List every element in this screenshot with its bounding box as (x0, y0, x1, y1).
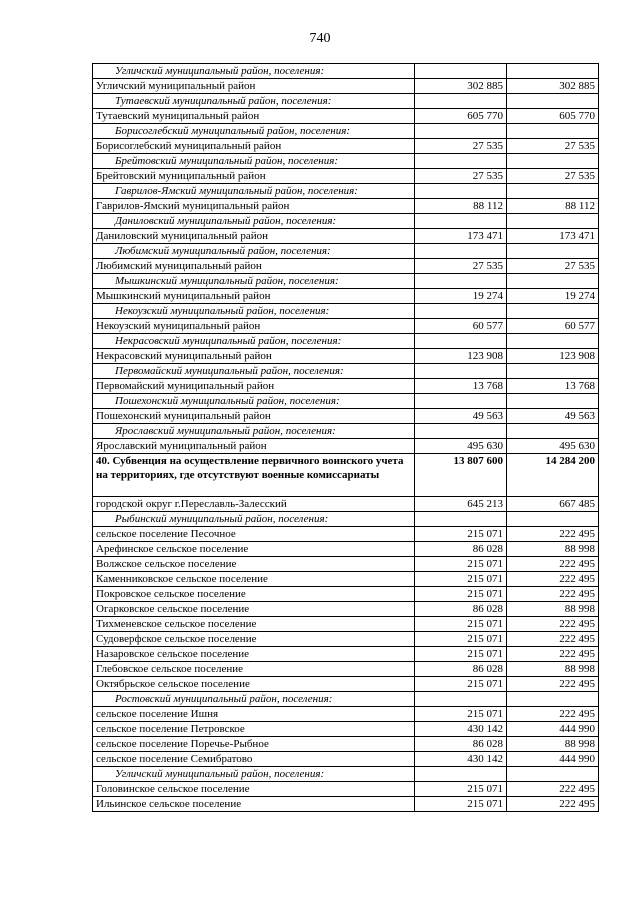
value-year-1 (415, 424, 507, 439)
value-year-2: 88 112 (507, 199, 599, 214)
row-name: Глебовское сельское поселение (93, 662, 415, 677)
value-year-1: 430 142 (415, 752, 507, 767)
table-row (93, 79, 599, 94)
section-header-row (93, 394, 599, 409)
row-name: Мышкинский муниципальный район (93, 289, 415, 304)
row-name: Некоузский муниципальный район (93, 319, 415, 334)
table-row (93, 497, 599, 512)
section-header-label: Некрасовский муниципальный район, поселения: (93, 334, 415, 349)
row-name: городской округ г.Переславль-Залесский (93, 497, 415, 512)
value-year-1 (415, 394, 507, 409)
section-header-row (93, 304, 599, 319)
table-row (93, 542, 599, 557)
value-year-1: 302 885 (415, 79, 507, 94)
row-name: Тихменевское сельское поселение (93, 617, 415, 632)
table-row (93, 439, 599, 454)
row-name: сельское поселение Семибратово (93, 752, 415, 767)
section-header-label: Некоузский муниципальный район, поселения: (93, 304, 415, 319)
row-name: Первомайский муниципальный район (93, 379, 415, 394)
table-row (93, 557, 599, 572)
section-header-label: Тутаевский муниципальный район, поселения: (93, 94, 415, 109)
table-row (93, 259, 599, 274)
value-year-1: 215 071 (415, 557, 507, 572)
section-header-label: Ростовский муниципальный район, поселения: (93, 692, 415, 707)
row-name: Брейтовский муниципальный район (93, 169, 415, 184)
value-year-2: 14 284 200 (507, 454, 599, 497)
value-year-2 (507, 767, 599, 782)
value-year-1: 605 770 (415, 109, 507, 124)
section-header-row (93, 64, 599, 79)
value-year-2 (507, 64, 599, 79)
section-header-row (93, 94, 599, 109)
value-year-1 (415, 364, 507, 379)
row-name: сельское поселение Поречье-Рыбное (93, 737, 415, 752)
budget-table (92, 63, 599, 812)
value-year-1: 13 768 (415, 379, 507, 394)
table-row (93, 662, 599, 677)
value-year-1: 215 071 (415, 782, 507, 797)
value-year-1 (415, 244, 507, 259)
value-year-2: 222 495 (507, 557, 599, 572)
value-year-1 (415, 767, 507, 782)
row-name: Арефинское сельское поселение (93, 542, 415, 557)
row-name: Ярославский муниципальный район (93, 439, 415, 454)
value-year-1: 215 071 (415, 617, 507, 632)
row-name: Гаврилов-Ямский муниципальный район (93, 199, 415, 214)
table-row (93, 737, 599, 752)
section-header-row (93, 124, 599, 139)
row-name: Даниловский муниципальный район (93, 229, 415, 244)
value-year-2: 60 577 (507, 319, 599, 334)
value-year-1: 88 112 (415, 199, 507, 214)
value-year-1 (415, 124, 507, 139)
value-year-2: 123 908 (507, 349, 599, 364)
row-name: Каменниковское сельское поселение (93, 572, 415, 587)
section-header-row (93, 244, 599, 259)
section-header-row (93, 154, 599, 169)
table-body (93, 64, 599, 812)
value-year-1: 27 535 (415, 169, 507, 184)
section-header-label: Борисоглебский муниципальный район, поселения: (93, 124, 415, 139)
value-year-2 (507, 304, 599, 319)
value-year-1 (415, 214, 507, 229)
value-year-2 (507, 154, 599, 169)
value-year-2: 302 885 (507, 79, 599, 94)
value-year-1: 645 213 (415, 497, 507, 512)
row-name: Любимский муниципальный район (93, 259, 415, 274)
value-year-2: 222 495 (507, 617, 599, 632)
row-name: Судоверфское сельское поселение (93, 632, 415, 647)
value-year-1 (415, 64, 507, 79)
value-year-2: 19 274 (507, 289, 599, 304)
value-year-2: 222 495 (507, 707, 599, 722)
value-year-2: 222 495 (507, 782, 599, 797)
table-row (93, 169, 599, 184)
table-row (93, 587, 599, 602)
value-year-1: 215 071 (415, 797, 507, 812)
table-row (93, 617, 599, 632)
value-year-1 (415, 274, 507, 289)
section-header-label: Даниловский муниципальный район, поселения: (93, 214, 415, 229)
value-year-1: 86 028 (415, 542, 507, 557)
row-name: Головинское сельское поселение (93, 782, 415, 797)
table-row (93, 319, 599, 334)
section-header-row (93, 767, 599, 782)
value-year-2: 27 535 (507, 259, 599, 274)
value-year-2: 27 535 (507, 139, 599, 154)
section-header-row (93, 424, 599, 439)
section-header-row (93, 334, 599, 349)
value-year-1 (415, 184, 507, 199)
value-year-2: 222 495 (507, 647, 599, 662)
value-year-2: 222 495 (507, 677, 599, 692)
value-year-2 (507, 394, 599, 409)
value-year-2: 173 471 (507, 229, 599, 244)
row-name: Огарковское сельское поселение (93, 602, 415, 617)
section-header-label: Пошехонский муниципальный район, поселения: (93, 394, 415, 409)
table-row (93, 572, 599, 587)
table-row (93, 454, 599, 497)
value-year-2: 444 990 (507, 722, 599, 737)
table-row (93, 677, 599, 692)
value-year-2: 222 495 (507, 572, 599, 587)
value-year-2: 88 998 (507, 737, 599, 752)
value-year-1: 13 807 600 (415, 454, 507, 497)
table-row (93, 707, 599, 722)
section-header-label: Ярославский муниципальный район, поселения: (93, 424, 415, 439)
value-year-1: 60 577 (415, 319, 507, 334)
row-name: Октябрьское сельское поселение (93, 677, 415, 692)
value-year-2 (507, 184, 599, 199)
value-year-2: 222 495 (507, 587, 599, 602)
value-year-1 (415, 304, 507, 319)
section-header-row (93, 692, 599, 707)
value-year-1: 215 071 (415, 677, 507, 692)
row-name: Назаровское сельское поселение (93, 647, 415, 662)
value-year-2 (507, 692, 599, 707)
section-header-label: Угличский муниципальный район, поселения: (93, 64, 415, 79)
table-row (93, 797, 599, 812)
value-year-1: 86 028 (415, 662, 507, 677)
row-name: Некрасовский муниципальный район (93, 349, 415, 364)
value-year-1: 215 071 (415, 707, 507, 722)
value-year-2: 222 495 (507, 797, 599, 812)
table-row (93, 722, 599, 737)
value-year-2: 605 770 (507, 109, 599, 124)
value-year-2 (507, 94, 599, 109)
table-row (93, 782, 599, 797)
value-year-2 (507, 334, 599, 349)
value-year-1: 495 630 (415, 439, 507, 454)
section-header-label: Рыбинский муниципальный район, поселения: (93, 512, 415, 527)
value-year-2 (507, 124, 599, 139)
section-header-label: Мышкинский муниципальный район, поселения: (93, 274, 415, 289)
value-year-1: 215 071 (415, 632, 507, 647)
row-name: Тутаевский муниципальный район (93, 109, 415, 124)
row-name: сельское поселение Ишня (93, 707, 415, 722)
value-year-1: 86 028 (415, 737, 507, 752)
value-year-2: 13 768 (507, 379, 599, 394)
value-year-1: 27 535 (415, 259, 507, 274)
table-row (93, 752, 599, 767)
row-name: Ильинское сельское поселение (93, 797, 415, 812)
row-name: Угличский муниципальный район (93, 79, 415, 94)
value-year-2: 27 535 (507, 169, 599, 184)
row-name: Волжское сельское поселение (93, 557, 415, 572)
value-year-2 (507, 274, 599, 289)
table-row (93, 632, 599, 647)
value-year-1: 49 563 (415, 409, 507, 424)
value-year-2 (507, 214, 599, 229)
table-row (93, 199, 599, 214)
value-year-1: 215 071 (415, 647, 507, 662)
section-header-row (93, 364, 599, 379)
table-row (93, 409, 599, 424)
value-year-1: 123 908 (415, 349, 507, 364)
row-name: Покровское сельское поселение (93, 587, 415, 602)
section-header-label: Брейтовский муниципальный район, поселения: (93, 154, 415, 169)
value-year-2: 222 495 (507, 527, 599, 542)
table-row (93, 139, 599, 154)
table-row (93, 349, 599, 364)
value-year-1: 27 535 (415, 139, 507, 154)
value-year-1 (415, 94, 507, 109)
table-row (93, 229, 599, 244)
value-year-2: 88 998 (507, 662, 599, 677)
section-header-row (93, 274, 599, 289)
row-name: Пошехонский муниципальный район (93, 409, 415, 424)
section-header-row (93, 184, 599, 199)
value-year-1: 215 071 (415, 587, 507, 602)
value-year-1 (415, 334, 507, 349)
table-row (93, 527, 599, 542)
value-year-2: 88 998 (507, 602, 599, 617)
page-number: 740 (309, 31, 331, 46)
table-row (93, 602, 599, 617)
row-name: Борисоглебский муниципальный район (93, 139, 415, 154)
row-name: сельское поселение Петровское (93, 722, 415, 737)
value-year-2 (507, 364, 599, 379)
table-row (93, 109, 599, 124)
value-year-1: 86 028 (415, 602, 507, 617)
table-row (93, 647, 599, 662)
value-year-2: 49 563 (507, 409, 599, 424)
value-year-1: 215 071 (415, 527, 507, 542)
value-year-2: 88 998 (507, 542, 599, 557)
row-name: 40. Субвенция на осуществление первичного воинского учета на территориях, где отсутствуют военные комиссариаты (93, 454, 415, 497)
value-year-1: 19 274 (415, 289, 507, 304)
section-header-label: Гаврилов-Ямский муниципальный район, поселения: (93, 184, 415, 199)
value-year-1 (415, 154, 507, 169)
value-year-1: 215 071 (415, 572, 507, 587)
value-year-2 (507, 512, 599, 527)
row-name: сельское поселение Песочное (93, 527, 415, 542)
section-header-label: Первомайский муниципальный район, поселения: (93, 364, 415, 379)
table-row (93, 289, 599, 304)
value-year-1: 173 471 (415, 229, 507, 244)
value-year-1: 430 142 (415, 722, 507, 737)
value-year-2: 222 495 (507, 632, 599, 647)
section-header-label: Угличский муниципальный район, поселения: (93, 767, 415, 782)
value-year-2: 444 990 (507, 752, 599, 767)
value-year-2 (507, 424, 599, 439)
value-year-1 (415, 512, 507, 527)
value-year-2: 667 485 (507, 497, 599, 512)
section-header-row (93, 512, 599, 527)
value-year-2: 495 630 (507, 439, 599, 454)
table-row (93, 379, 599, 394)
value-year-1 (415, 692, 507, 707)
section-header-label: Любимский муниципальный район, поселения: (93, 244, 415, 259)
value-year-2 (507, 244, 599, 259)
section-header-row (93, 214, 599, 229)
